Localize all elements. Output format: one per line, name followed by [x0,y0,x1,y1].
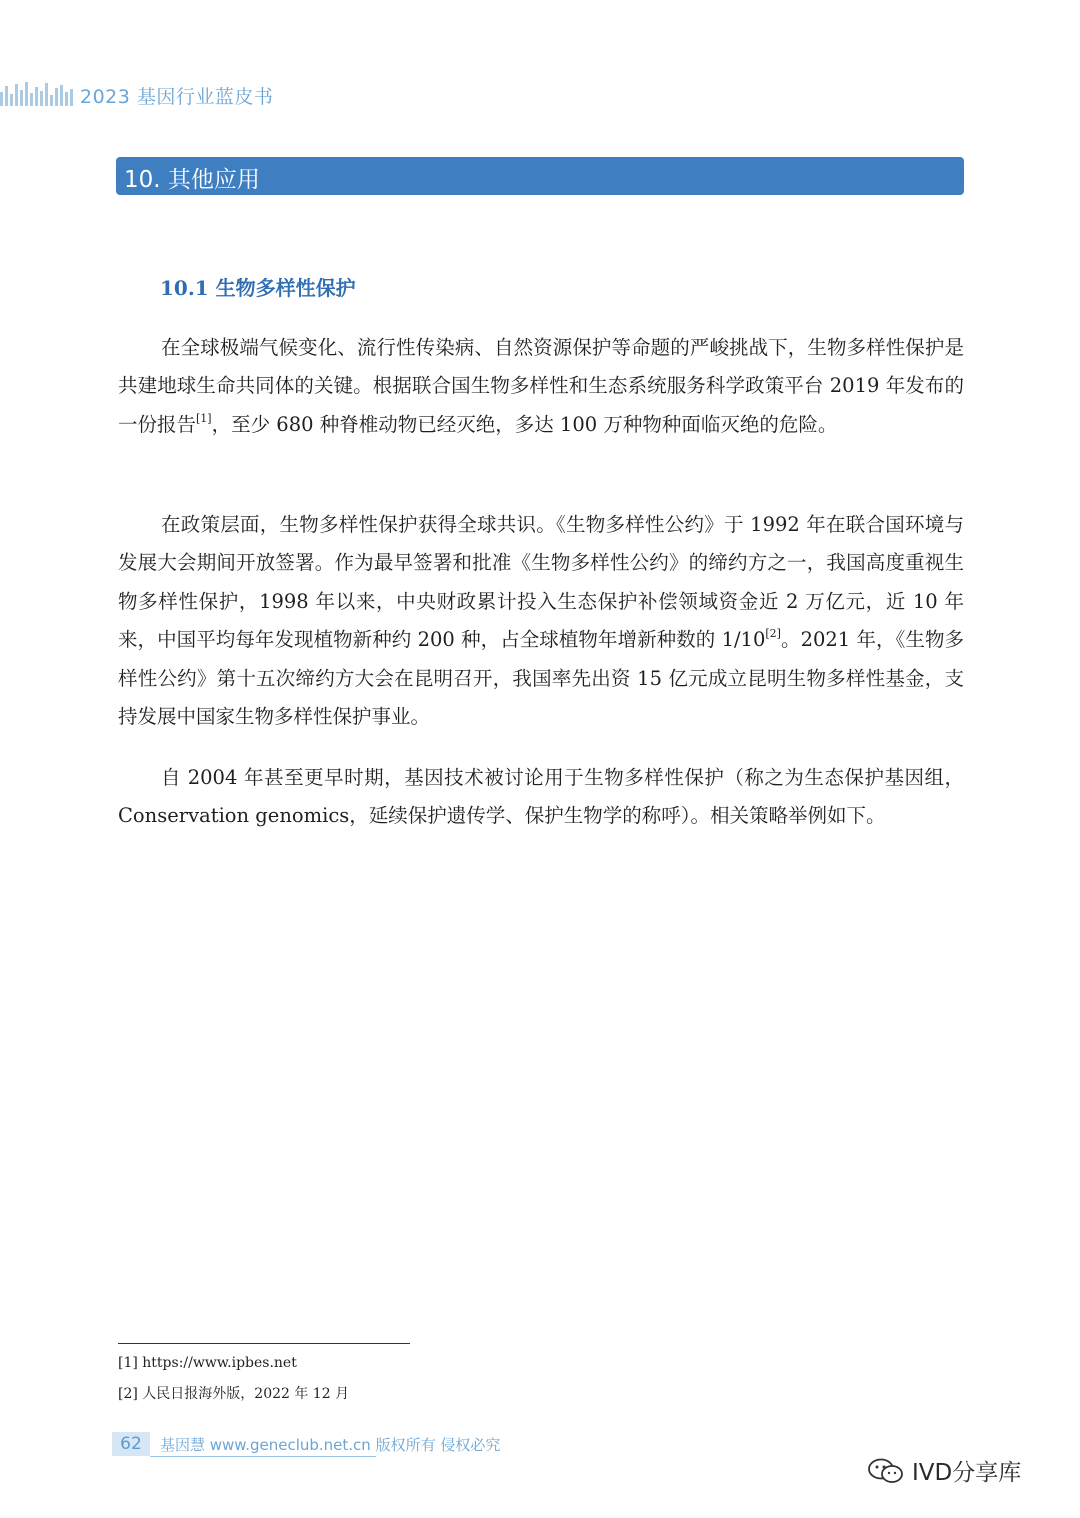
footnote-2: [2] 人民日报海外版，2022 年 12 月 [118,1386,350,1402]
paragraph-2-text: 在政策层面，生物多样性保护获得全球共识。《生物多样性公约》于 1992 年在联合国环境与发展大会期间开放签署。作为最早签署和批准《生物多样性公约》的缔约方之一，我国高度重视生物多样性保护，1998 年以来，中央财政累计投入生态保护补偿领域资金近 2 万亿元，近 10 年来，中国平均每年发现植物新种约 200 种，占全球植物年增新种数的 1/10 [118,513,964,652]
footer-underline [150,1456,376,1457]
header-bars-decoration [0,82,73,106]
running-header [0,78,500,112]
paragraph-2 [118,506,964,736]
page-footer [112,1432,542,1458]
subsection-heading: 10.1 生物多样性保护 [160,276,356,300]
page-number: 62 [112,1432,150,1456]
footer-copyright: 基因慧 www.geneclub.net.cn 版权所有 侵权必究 [160,1436,501,1454]
footnote-divider [118,1343,410,1344]
header-title: 2023 基因行业蓝皮书 [80,86,274,108]
footnote-1: [1] https://www.ipbes.net [118,1355,297,1371]
watermark [866,1454,1056,1488]
wechat-icon [866,1457,906,1485]
paragraph-1-text: 在全球极端气候变化、流行性传染病、自然资源保护等命题的严峻挑战下，生物多样性保护是共建地球生命共同体的关键。根据联合国生物多样性和生态系统服务科学政策平台 2019 年发布的一份报告 [118,336,964,436]
paragraph-1-text-cont: ，至少 680 种脊椎动物已经灭绝，多达 100 万种物种面临灭绝的危险。 [211,412,838,436]
paragraph-2-text-cont: 。2021 年，《生物多样性公约》第十五次缔约方大会在昆明召开，我国率先出资 15 亿元成立昆明生物多样性基金，支持发展中国家生物多样性保护事业。 [118,628,964,729]
paragraph-1 [118,329,964,444]
section-heading-bar [116,157,964,195]
section-title: 10. 其他应用 [124,167,260,193]
citation-ref-1: [1] [196,411,212,425]
watermark-text: IVD分享库 [912,1460,1022,1486]
paragraph-3: 自 2004 年甚至更早时期，基因技术被讨论用于生物多样性保护（称之为生态保护基因组，Conservation genomics，延续保护遗传学、保护生物学的称呼）。相关策略举例如下。 [118,766,964,828]
citation-ref-2: [2] [765,627,781,641]
